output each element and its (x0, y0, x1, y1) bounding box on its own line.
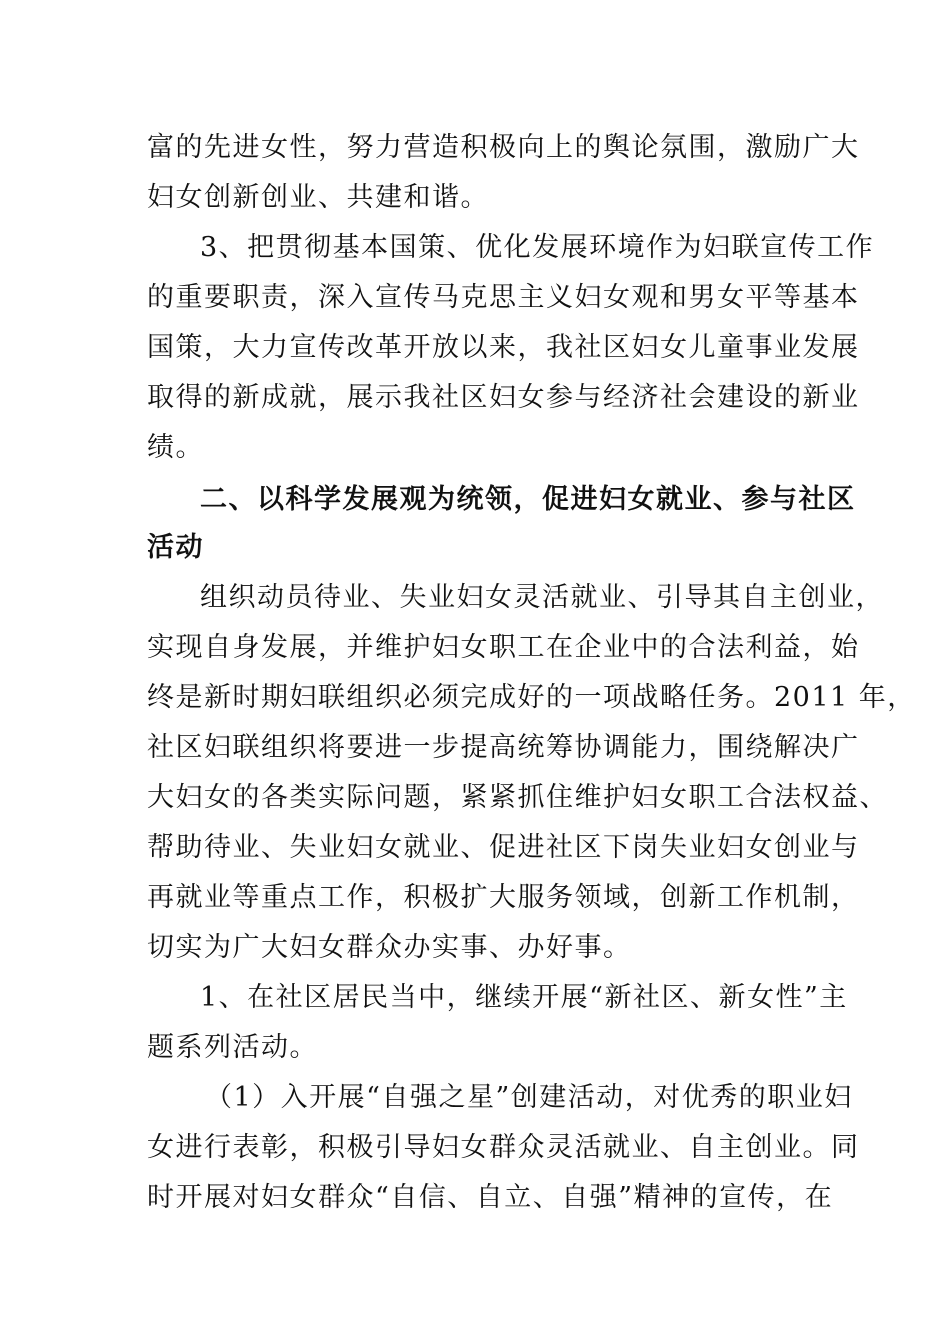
text-line: 绩。 (147, 432, 204, 463)
paragraph-start-line: 组织动员待业、失业妇女灵活就业、引导其自主创业， (200, 582, 884, 613)
section-heading-continued: 活动 (147, 532, 204, 563)
text-line: 社区妇联组织将要进一步提高统筹协调能力，围绕解决广 (147, 732, 860, 763)
text-line: 实现自身发展，并维护妇女职工在企业中的合法利益，始 (147, 632, 860, 663)
text-line: 时开展对妇女群众“自信、自立、自强”精神的宣传，在 (147, 1182, 834, 1213)
text-line: 切实为广大妇女群众办实事、办好事。 (147, 932, 632, 963)
text-line: 终是新时期妇联组织必须完成好的一项战略任务。2011 年， (147, 682, 916, 713)
text-line: 大妇女的各类实际问题，紧紧抓住维护妇女职工合法权益、 (147, 782, 888, 813)
text-line: 的重要职责，深入宣传马克思主义妇女观和男女平等基本 (147, 282, 860, 313)
text-line: 帮助待业、失业妇女就业、促进社区下岗失业妇女创业与 (147, 832, 860, 863)
text-line: 国策，大力宣传改革开放以来，我社区妇女儿童事业发展 (147, 332, 860, 363)
text-line: 取得的新成就，展示我社区妇女参与经济社会建设的新业 (147, 382, 860, 413)
text-line: 再就业等重点工作，积极扩大服务领域，创新工作机制， (147, 882, 860, 913)
subitem-start-line: （1）入开展“自强之星”创建活动，对优秀的职业妇 (205, 1082, 853, 1113)
text-line: 妇女创新创业、共建和谐。 (147, 182, 489, 213)
list-item-start-line: 1、在社区居民当中，继续开展“新社区、新女性”主 (200, 982, 848, 1013)
text-line: 富的先进女性，努力营造积极向上的舆论氛围，激励广大 (147, 132, 860, 163)
text-line: 题系列活动。 (147, 1032, 318, 1063)
text-line: 女进行表彰，积极引导妇女群众灵活就业、自主创业。同 (147, 1132, 860, 1163)
section-heading: 二、以科学发展观为统领，促进妇女就业、参与社区 (200, 484, 856, 515)
paragraph-start-line: 3、把贯彻基本国策、优化发展环境作为妇联宣传工作 (200, 232, 875, 263)
